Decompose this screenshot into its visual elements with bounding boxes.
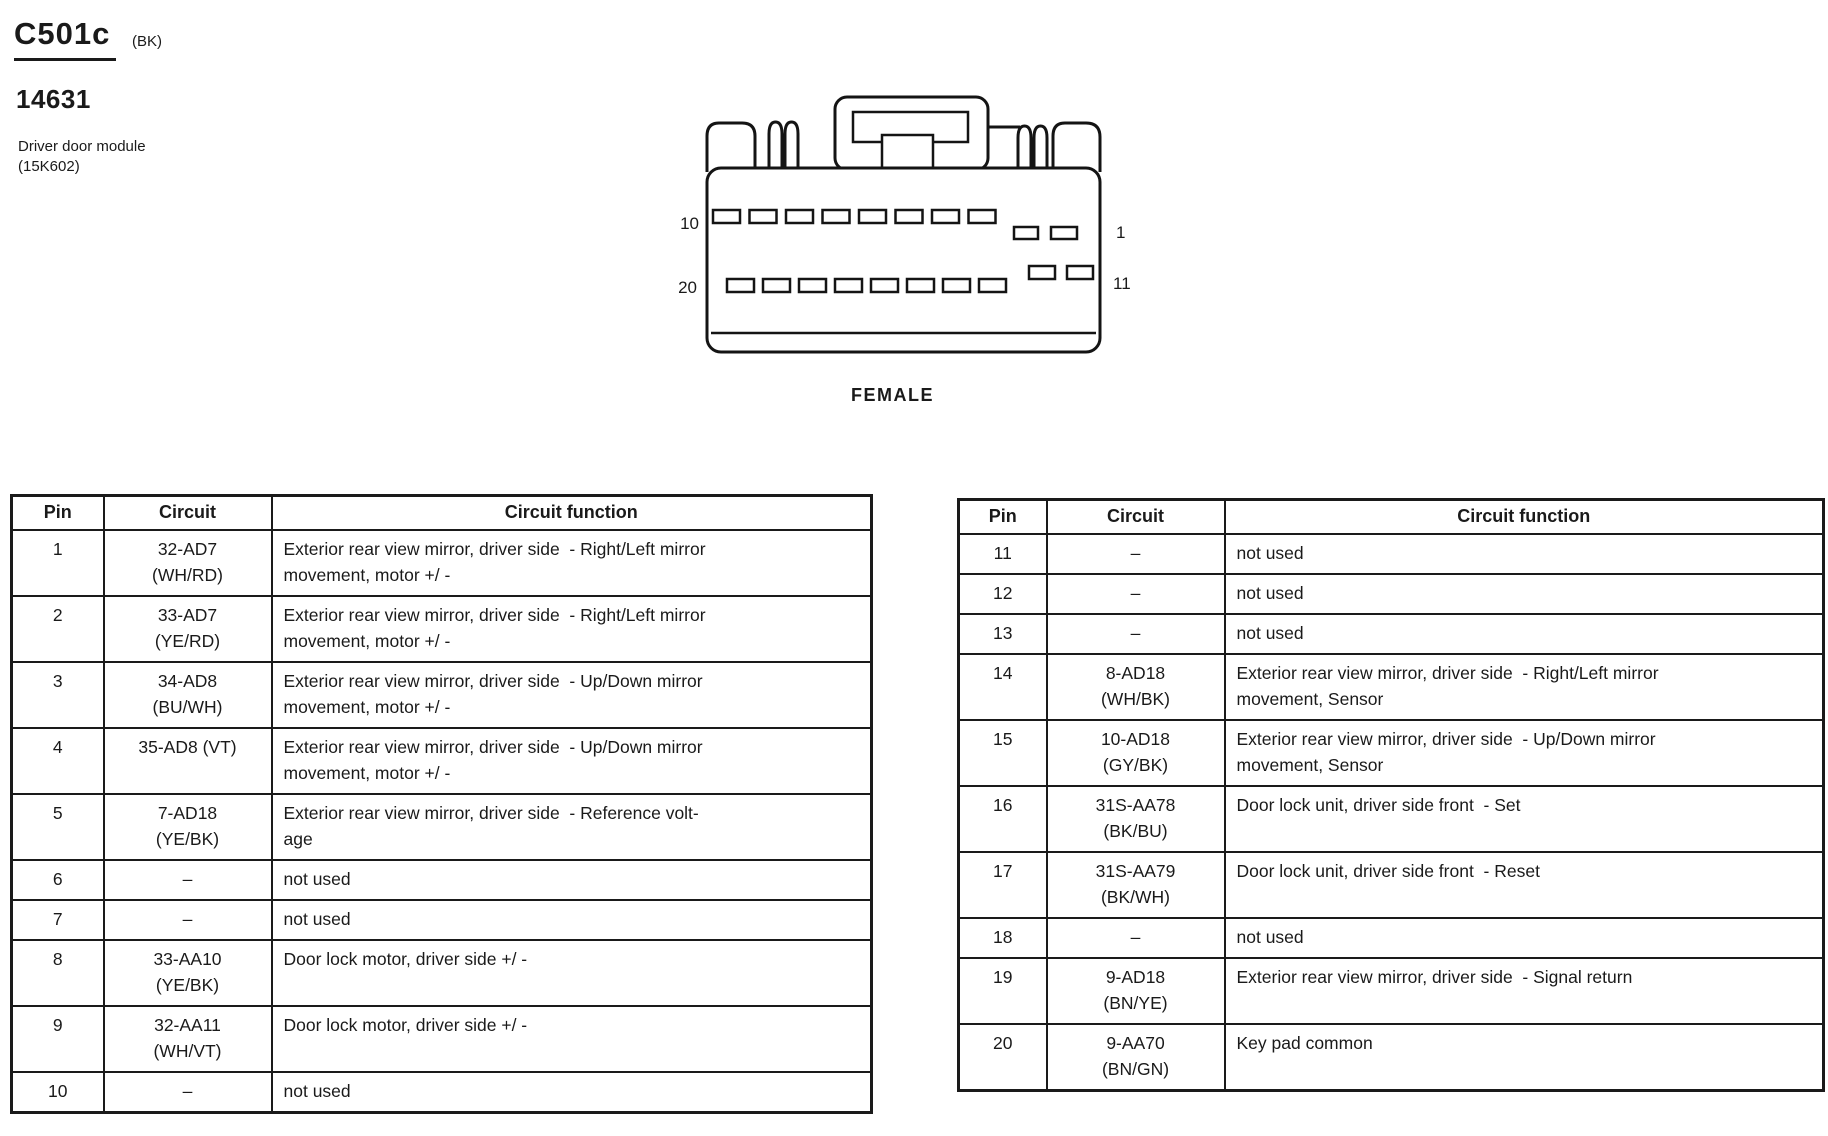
table-row xyxy=(959,958,1824,1024)
pin-slot xyxy=(932,210,959,223)
circuit-cell: 35-AD8 (VT) xyxy=(104,728,272,794)
pin-cell: 18 xyxy=(959,918,1047,958)
function-cell: not used xyxy=(1225,574,1824,614)
shell-right-finger xyxy=(1018,126,1031,172)
pin-slot xyxy=(1029,266,1055,279)
component-description xyxy=(18,137,146,177)
circuit-cell: – xyxy=(104,900,272,940)
shell-right-finger xyxy=(1034,126,1047,172)
table-header-row xyxy=(959,500,1824,535)
circuit-cell: 7-AD18 (YE/BK) xyxy=(104,794,272,860)
shell-left-block xyxy=(707,123,755,172)
table-row xyxy=(12,860,872,900)
pin-slot xyxy=(1051,227,1077,239)
function-cell: not used xyxy=(1225,534,1824,574)
pin-slot xyxy=(907,279,934,292)
function-cell: Exterior rear view mirror, driver side - Right/Left mirror movement, motor +/ - xyxy=(272,530,872,596)
connector-body xyxy=(707,168,1100,352)
table-row xyxy=(959,614,1824,654)
function-cell: Exterior rear view mirror, driver side - Up/Down mirror movement, motor +/ - xyxy=(272,728,872,794)
col-header-circuit: Circuit xyxy=(1047,500,1225,535)
table-row xyxy=(959,720,1824,786)
pin-cell: 1 xyxy=(12,530,104,596)
function-cell: Door lock unit, driver side front - Reset xyxy=(1225,852,1824,918)
pin-cell: 16 xyxy=(959,786,1047,852)
table-row xyxy=(12,1006,872,1072)
connector-diagram xyxy=(670,86,1140,362)
col-header-circuit-function: Circuit function xyxy=(272,496,872,531)
circuit-cell: 8-AD18 (WH/BK) xyxy=(1047,654,1225,720)
table-body xyxy=(12,530,872,1113)
latch-release-tab xyxy=(882,135,933,169)
circuit-cell: 32-AA11 (WH/VT) xyxy=(104,1006,272,1072)
circuit-cell: 32-AD7 (WH/RD) xyxy=(104,530,272,596)
col-header-pin: Pin xyxy=(959,500,1047,535)
circuit-cell: 31S-AA78 (BK/BU) xyxy=(1047,786,1225,852)
pin-slot xyxy=(727,279,754,292)
circuit-cell: – xyxy=(1047,574,1225,614)
function-cell: Door lock motor, driver side +/ - xyxy=(272,940,872,1006)
shell-left-finger xyxy=(769,122,782,172)
pin-slot xyxy=(763,279,790,292)
pin-cell: 14 xyxy=(959,654,1047,720)
pin-cell: 6 xyxy=(12,860,104,900)
pin-cell: 4 xyxy=(12,728,104,794)
table-row xyxy=(12,662,872,728)
table-row xyxy=(959,1024,1824,1091)
function-cell: Door lock motor, driver side +/ - xyxy=(272,1006,872,1072)
pin-slot xyxy=(943,279,970,292)
pin-row-label-bottom-right: 11 xyxy=(1113,274,1131,293)
pin-cell: 17 xyxy=(959,852,1047,918)
pin-slot xyxy=(896,210,923,223)
pin-slot xyxy=(823,210,850,223)
pin-cell: 5 xyxy=(12,794,104,860)
function-cell: not used xyxy=(272,1072,872,1113)
table-row xyxy=(959,786,1824,852)
pin-row-label-bottom-left: 20 xyxy=(678,278,697,297)
function-cell: Exterior rear view mirror, driver side - Right/Left mirror movement, motor +/ - xyxy=(272,596,872,662)
pin-cell: 19 xyxy=(959,958,1047,1024)
pin-cell: 7 xyxy=(12,900,104,940)
table-row xyxy=(12,530,872,596)
table-row xyxy=(959,574,1824,614)
pin-slot xyxy=(835,279,862,292)
circuit-cell: 33-AA10 (YE/BK) xyxy=(104,940,272,1006)
table-row xyxy=(12,900,872,940)
pin-cell: 12 xyxy=(959,574,1047,614)
table-row xyxy=(959,852,1824,918)
circuit-cell: 34-AD8 (BU/WH) xyxy=(104,662,272,728)
circuit-cell: – xyxy=(104,860,272,900)
function-cell: Exterior rear view mirror, driver side - Up/Down mirror movement, motor +/ - xyxy=(272,662,872,728)
pin-cell: 15 xyxy=(959,720,1047,786)
table-row xyxy=(12,728,872,794)
shell-right-block xyxy=(1053,123,1100,172)
pin-slot xyxy=(786,210,813,223)
circuit-cell: – xyxy=(104,1072,272,1113)
table-row xyxy=(12,596,872,662)
function-cell: Door lock unit, driver side front - Set xyxy=(1225,786,1824,852)
connector-id: C501c xyxy=(14,16,116,61)
circuit-cell: – xyxy=(1047,534,1225,574)
pin-cell: 8 xyxy=(12,940,104,1006)
function-cell: Key pad common xyxy=(1225,1024,1824,1091)
pin-slot xyxy=(969,210,996,223)
component-name: Driver door module xyxy=(18,138,146,155)
shell-left-finger xyxy=(785,122,798,172)
table-row xyxy=(959,654,1824,720)
pin-cell: 13 xyxy=(959,614,1047,654)
pin-slot xyxy=(1014,227,1038,239)
col-header-circuit-function: Circuit function xyxy=(1225,500,1824,535)
pin-cell: 10 xyxy=(12,1072,104,1113)
pinout-table-pins-11-20 xyxy=(957,498,1825,1092)
function-cell: not used xyxy=(1225,918,1824,958)
function-cell: Exterior rear view mirror, driver side - Up/Down mirror movement, Sensor xyxy=(1225,720,1824,786)
circuit-cell: 31S-AA79 (BK/WH) xyxy=(1047,852,1225,918)
pin-slot xyxy=(713,210,740,223)
pin-slot xyxy=(859,210,886,223)
pin-cell: 20 xyxy=(959,1024,1047,1091)
circuit-cell: 33-AD7 (YE/RD) xyxy=(104,596,272,662)
table-row xyxy=(959,534,1824,574)
pin-slot xyxy=(750,210,777,223)
function-cell: Exterior rear view mirror, driver side - Right/Left mirror movement, Sensor xyxy=(1225,654,1824,720)
pin-cell: 3 xyxy=(12,662,104,728)
pin-slot xyxy=(871,279,898,292)
table-body xyxy=(959,534,1824,1091)
table-row xyxy=(12,940,872,1006)
pin-row-label-top-right: 1 xyxy=(1116,223,1126,242)
part-number: 14631 xyxy=(16,84,91,114)
table-row xyxy=(12,794,872,860)
connector-gender-label: FEMALE xyxy=(851,385,934,405)
circuit-cell: 9-AD18 (BN/YE) xyxy=(1047,958,1225,1024)
pin-slot xyxy=(1067,266,1093,279)
function-cell: Exterior rear view mirror, driver side - Signal return xyxy=(1225,958,1824,1024)
circuit-cell: – xyxy=(1047,614,1225,654)
pinout-table-pins-1-10 xyxy=(10,494,873,1114)
function-cell: Exterior rear view mirror, driver side - Reference volt- age xyxy=(272,794,872,860)
pin-slot xyxy=(979,279,1006,292)
pin-cell: 2 xyxy=(12,596,104,662)
col-header-circuit: Circuit xyxy=(104,496,272,531)
component-code: (15K602) xyxy=(18,158,80,175)
pin-cell: 9 xyxy=(12,1006,104,1072)
connector-color-code: (BK) xyxy=(132,33,162,50)
circuit-cell: – xyxy=(1047,918,1225,958)
circuit-cell: 9-AA70 (BN/GN) xyxy=(1047,1024,1225,1091)
pin-cell: 11 xyxy=(959,534,1047,574)
function-cell: not used xyxy=(272,900,872,940)
circuit-cell: 10-AD18 (GY/BK) xyxy=(1047,720,1225,786)
function-cell: not used xyxy=(272,860,872,900)
pin-slot xyxy=(799,279,826,292)
table-header-row xyxy=(12,496,872,531)
table-row xyxy=(959,918,1824,958)
table-row xyxy=(12,1072,872,1113)
col-header-pin: Pin xyxy=(12,496,104,531)
function-cell: not used xyxy=(1225,614,1824,654)
pin-row-label-top-left: 10 xyxy=(680,214,699,233)
